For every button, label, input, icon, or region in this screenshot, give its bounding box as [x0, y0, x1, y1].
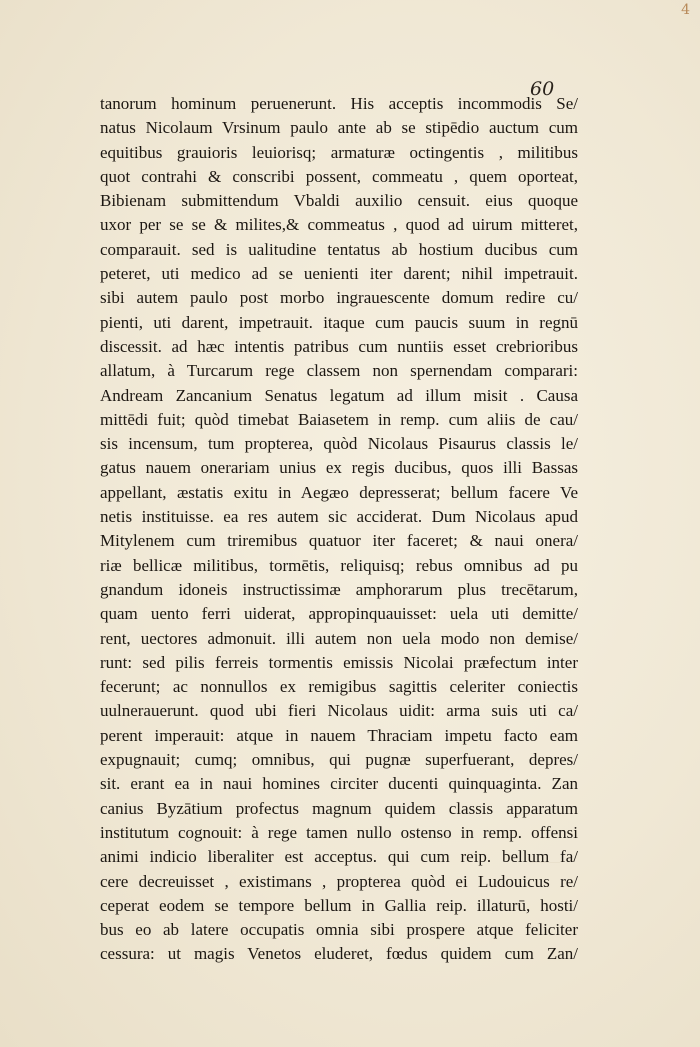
text-line: uxor per se se & milites,& commeatus , quod ad uirum mitteret,	[100, 215, 578, 235]
text-line: gatus nauem onerariam unius ex regis ducibus, quos illi Bassas	[100, 458, 578, 478]
text-line: Mitylenem cum triremibus quatuor iter faceret; & naui onera/	[100, 531, 578, 551]
page-number: 60	[530, 78, 555, 100]
text-line: quot contrahi & conscribi possent, commeatu , quem oporteat,	[100, 166, 578, 186]
text-line: tanorum hominum peruenerunt. His acceptis incommodis Se/	[100, 94, 578, 113]
text-line: Andream Zancanium Senatus legatum ad illum misit . Causa	[100, 385, 578, 405]
text-line: equitibus grauioris leuiorisq; armaturæ octingentis , militibus	[100, 142, 578, 162]
text-line: uulnerauerunt. quod ubi fieri Nicolaus uidit: arma suis uti ca/	[100, 701, 578, 721]
text-line: institutum cognouit: à rege tamen nullo ostenso in remp. offensi	[100, 822, 578, 842]
text-line: cere decreuisset , existimans , propterea quòd ei Ludouicus re/	[100, 871, 578, 891]
text-line: Bibienam submittendum Vbaldi auxilio censuit. eius quoque	[100, 191, 578, 211]
corner-page-mark: 4	[681, 2, 690, 18]
text-line: pienti, uti darent, impetrauit. itaque cum paucis suum in regnū	[100, 312, 578, 332]
text-line: runt: sed pilis ferreis tormentis emissis Nicolai præfectum inter	[100, 652, 578, 672]
text-line: sibi autem paulo post morbo ingrauescente domum redire cu/	[100, 288, 578, 308]
text-line: sis incensum, tum propterea, quòd Nicolaus Pisaurus classis le/	[100, 434, 578, 454]
text-line: ceperat eodem se tempore bellum in Gallia reip. illaturū, hosti/	[100, 895, 578, 915]
text-line: riæ bellicæ militibus, tormētis, reliquisq; rebus omnibus ad pu	[100, 555, 578, 575]
text-line: cessura: ut magis Venetos eluderet, fœdus quidem cum Zan/	[100, 944, 578, 964]
text-line: canius Byzātium profectus magnum quidem classis apparatum	[100, 798, 578, 818]
text-line: discessit. ad hæc intentis patribus cum nuntiis esset crebrioribus	[100, 336, 578, 356]
text-line: expugnauit; cumq; omnibus, qui pugnæ superfuerant, depres/	[100, 750, 578, 770]
text-line: natus Nicolaum Vrsinum paulo ante ab se stipēdio auctum cum	[100, 118, 578, 138]
text-line: mittēdi fuit; quòd timebat Baiasetem in remp. cum aliis de cau/	[100, 409, 578, 429]
text-line: gnandum idoneis instructissimæ amphorarum plus trecētarum,	[100, 579, 578, 599]
text-line: quam uento ferri uiderat, appropinquauisset: uela uti demitte/	[100, 604, 578, 624]
text-line: comparauit. sed is ualitudine tentatus ab hostium ducibus cum	[100, 239, 578, 259]
text-line: bus eo ab latere occupatis omnia sibi prospere atque feliciter	[100, 920, 578, 940]
show-through-mark	[530, 862, 560, 871]
text-line: sit. erant ea in naui homines circiter ducenti quinquaginta. Zan	[100, 774, 578, 794]
text-line: animi indicio liberaliter est acceptus. qui cum reip. bellum fa/	[100, 847, 578, 867]
text-line: allatum, à Turcarum rege classem non spernendam comparari:	[100, 361, 578, 381]
body-text	[100, 92, 578, 967]
text-line: perent imperauit: atque in nauem Thraciam impetu facto eam	[100, 725, 578, 745]
text-line: peteret, uti medico ad se uenienti iter darent; nihil impetrauit.	[100, 264, 578, 284]
text-line: appellant, æstatis exitu in Aegæo depresserat; bellum facere Ve	[100, 482, 578, 502]
text-line: fecerunt; ac nonnullos ex remigibus sagittis celeriter coniectis	[100, 677, 578, 697]
text-line: rent, uectores admonuit. illi autem non uela modo non demise/	[100, 628, 578, 648]
text-line: netis instituisse. ea res autem sic acciderat. Dum Nicolaus apud	[100, 507, 578, 527]
